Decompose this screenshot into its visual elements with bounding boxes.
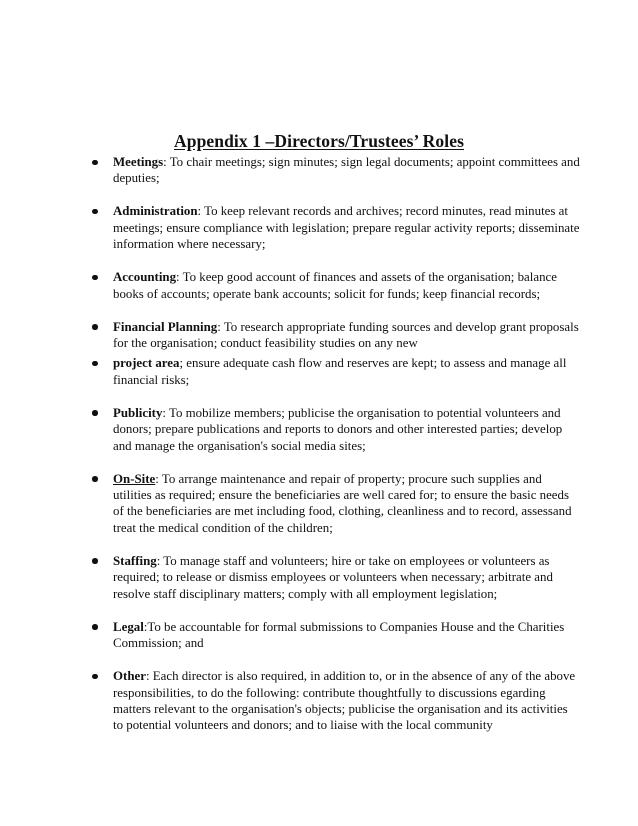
role-heading: Administration [113, 204, 198, 219]
role-heading: Financial Planning [113, 319, 218, 334]
role-item-accounting [90, 269, 580, 302]
bullet-icon [92, 324, 98, 330]
role-separator: : [156, 553, 164, 568]
role-heading: Accounting [113, 270, 177, 285]
role-description: To be accountable for formal submissions to Companies House and the Charities Commission; and [113, 619, 565, 651]
role-item-project-area [90, 355, 580, 388]
role-heading: Publicity [113, 405, 163, 420]
role-heading: Legal [113, 619, 144, 634]
role-heading: Meetings [113, 155, 164, 169]
role-item-staffing [90, 553, 580, 602]
bullet-icon [92, 558, 98, 564]
bullet-icon [92, 361, 98, 367]
role-description: To chair meetings; sign minutes; sign legal documents; appoint committees and deputies; [113, 155, 580, 186]
role-separator: : [155, 471, 162, 486]
role-description: To mobilize members; publicise the organisation to potential volunteers and donors; prepare publications and reports to donors and other interested parties; develop and manage the organisation's social media sites; [113, 405, 563, 453]
role-separator: : [163, 155, 170, 169]
role-item-financial-planning [90, 319, 580, 352]
role-item-other [90, 668, 580, 734]
role-heading: project area [113, 356, 180, 371]
role-separator: : [197, 204, 205, 219]
role-separator: : [143, 619, 148, 634]
role-heading: Other [113, 669, 146, 684]
role-separator: : [145, 669, 153, 684]
bullet-icon [92, 410, 98, 416]
bullet-icon [92, 209, 98, 215]
role-description: To keep relevant records and archives; record minutes, read minutes at meetings; ensure compliance with legislation; prepare regular activity reports; disseminate information where necessary; [113, 204, 580, 252]
role-description: ensure adequate cash flow and reserves are kept; to assess and manage all financial risks; [113, 356, 567, 387]
bullet-icon [92, 674, 98, 680]
role-description: To keep good account of finances and assets of the organisation; balance books of accounts; operate bank accounts; solicit for funds; keep financial records; [113, 270, 557, 301]
role-separator: : [217, 319, 224, 334]
bullet-icon [92, 275, 98, 281]
role-item-publicity [90, 405, 580, 454]
role-item-legal [90, 619, 580, 652]
role-heading: On-Site [113, 471, 156, 486]
role-description: To manage staff and volunteers; hire or take on employees or volunteers as required; to release or dismiss employees or volunteers when necessary; arbitrate and resolve staff disciplinary matters; comply with all employment legislation; [113, 553, 553, 601]
role-separator: ; [179, 356, 187, 371]
bullet-icon [92, 476, 98, 482]
role-separator: : [162, 405, 169, 420]
role-description: Each director is also required, in addition to, or in the absence of any of the above responsibilities, to do the following: contribute thoughtfully to discussions egarding matters relevant to the organisation's objects; publicise the organisation and its activities to potential volunteers and donors; and to liaise with the local community [113, 669, 576, 733]
role-item-on-site [90, 471, 580, 537]
role-item-meetings [90, 154, 580, 187]
role-item-administration [90, 203, 580, 252]
bullet-icon [92, 160, 98, 166]
role-description: To research appropriate funding sources and develop grant proposals for the organisation; conduct feasibility studies on any new [113, 319, 579, 351]
role-separator: : [176, 270, 183, 285]
role-heading: Staffing [113, 553, 157, 568]
bullet-icon [92, 624, 98, 630]
roles-list [90, 154, 580, 750]
role-description: To arrange maintenance and repair of property; procure such supplies and utilities as required; ensure the beneficiaries are well cared for; to ensure the basic needs of the beneficiaries are met including food, clothing, cleanliness and to record, assessand treat the medical condition of the children; [113, 471, 572, 535]
page-title: Appendix 1 –Directors/Trustees’ Roles [174, 131, 464, 151]
